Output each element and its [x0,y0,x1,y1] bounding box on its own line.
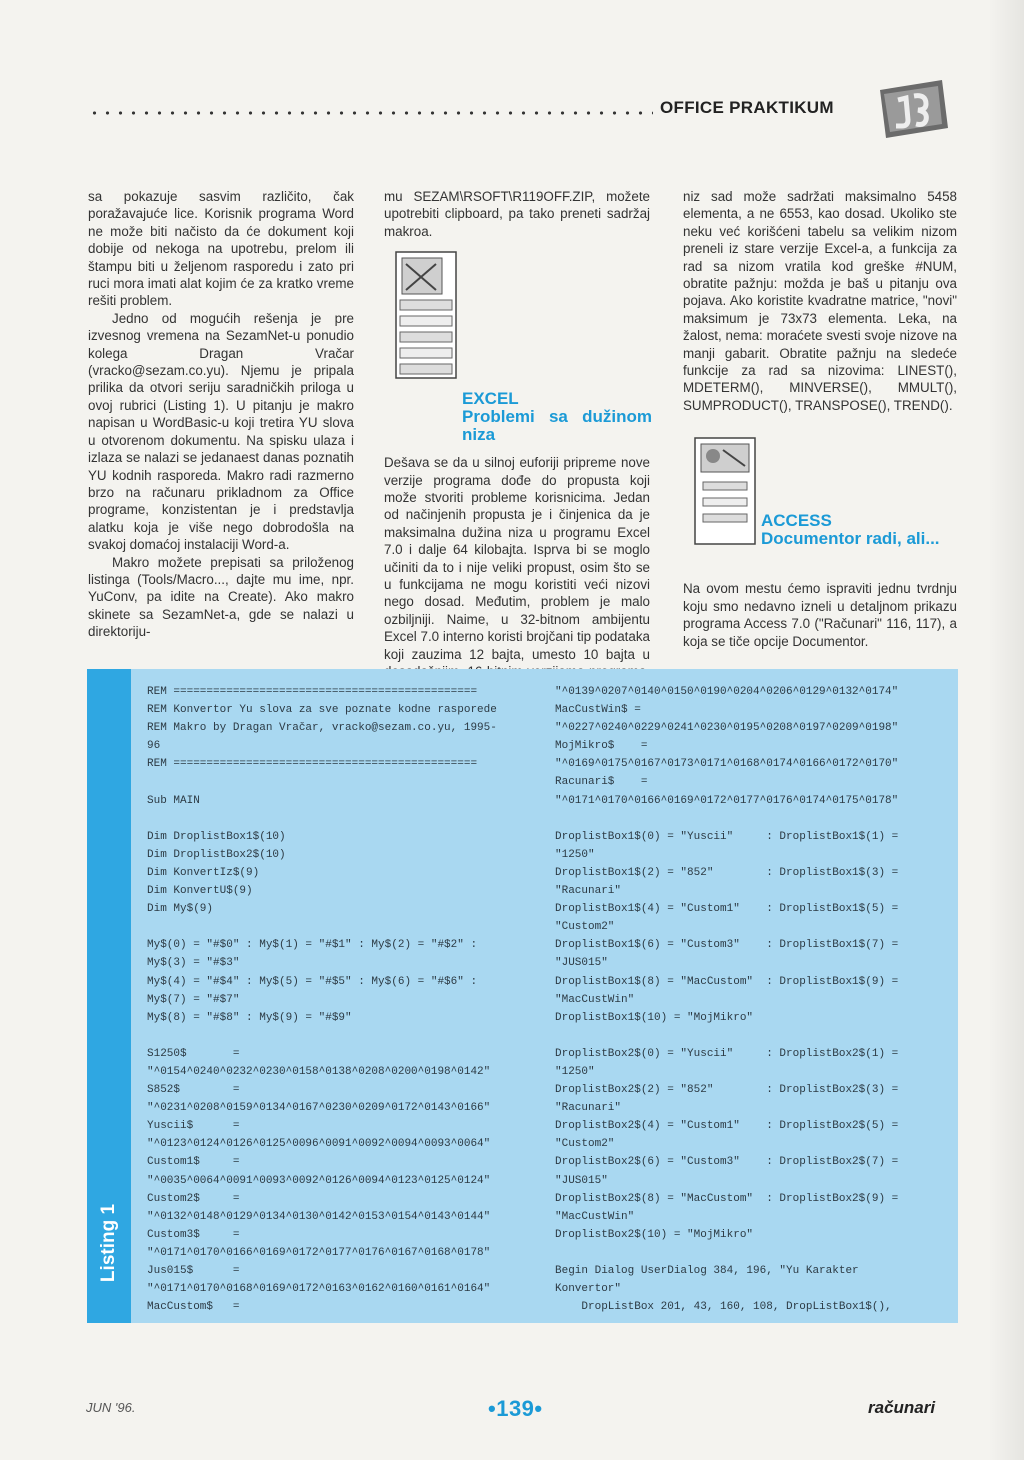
page-header [88,92,968,132]
paragraph: Makro možete prepisati sa priloženog listinga (Tools/Macro..., dajte mu ime, npr. YuConv, pa idite na Create). Ako makro skinete sa SezamNet-a, gde se nalazi u direktoriju- [88,554,354,640]
magazine-name: računari [868,1398,936,1417]
access-tip-box [683,436,957,574]
listing-strip [87,669,131,1323]
box-headline: Problemi sa dužinom niza [462,407,652,445]
paragraph: mu SEZAM\RSOFT\R119OFF.ZIP, možete upotrebiti clipboard, pa tako preneti sadržaj makroa. [384,189,650,239]
section-logo-icon [862,76,952,146]
spreadsheet-illustration-icon [394,250,458,380]
box-kicker: EXCEL [462,389,519,409]
section-title: OFFICE PRAKTIKUM [660,98,834,117]
header-dot-leader [88,110,653,116]
article-column-3 [683,188,957,650]
paragraph: Jedno od mogućih rešenja je pre izvesnog vremena na SezamNet-u ponudio kolega Dragan Vračar (vracko@sezam.co.yu). Njemu je pripala prilika da otvori seriju saradničkih priloga u ovoj rubrici (Listing 1). U pitanju je makro napisan u WordBasic-u koji tretira YU slova u otvorenom dokumentu. Na spisku ulaza i izlaza se nalazi se jedanaest danas poznatih YU kodnih rasporeda. Makro radi razmerno brzo na računaru prikladnom za Office programe, konzistentan je i predstavlja alatku koja je više nego dobrodošla na svakoj domaćoj instalaciji Word-a. [88,310,354,553]
paragraph: niz sad može sadržati maksimalno 5458 elementa, a ne 6553, kao dosad. Ukoliko ste neku već korišćeni tabelu sa velikim nizom preneli iz stare verzije Excel-a, a funkcija za rad sa nizom vratila kod greške #NUM, obratite pažnju: možda je baš u pitanju ova pojava. Ako koristite kvadratne matrice, "novi" maksimum je 73x73 elementa. Leka, na žalost, nema: moraćete svesti svoje nizove na manji gabarit. Obratite pažnju na sledeće funkcije za rad sa nizovima: LINEST(), MDETERM(), MINVERSE(), MMULT(), SUMPRODUCT(), TRANSPOSE(), TREND(). [683,189,957,413]
excel-tip-box [384,250,652,445]
code-block-right: "^0139^0207^0140^0150^0190^0204^0206^0129^0132^0174" MacCustWin$ = "^0227^0240^0229^0241^0230^0195^0208^0197^0209^0198" MojMikro$ = "^0169^0175^0167^0173^0171^0168^0174^0166^0172^0170" Racunari$ = "^0171^0170^0166^0169^0172^0177^0176^0174^0175^0178" DroplistBox1$(0) = "Yuscii" : DroplistBox1$(1) = "1250" DroplistBox1$(2) = "852" : DroplistBox1$(3) = "Racunari" DroplistBox1$(4) = "Custom1" : DroplistBox1$(5) = "Custom2" DroplistBox1$(6) = "Custom3" : DroplistBox1$(7) = "JUS015" DroplistBox1$(8) = "MacCustom" : DroplistBox1$(9) = "MacCustWin" DroplistBox1$(10) = "MojMikro" DroplistBox2$(0) = "Yuscii" : DroplistBox2$(1) = "1250" DroplistBox2$(2) = "852" : DroplistBox2$(3) = "Racunari" DroplistBox2$(4) = "Custom1" : DroplistBox2$(5) = "Custom2" DroplistBox2$(6) = "Custom3" : DroplistBox2$(7) = "JUS015" DroplistBox2$(8) = "MacCustom" : DroplistBox2$(9) = "MacCustWin" DroplistBox2$(10) = "MojMikro" Begin Dialog UserDialog 384, 196, "Yu Karakter Konvertor" DropListBox 201, 43, 160, 108, DropListBox1$(), [555,686,899,1314]
scan-edge-shadow [988,0,1024,1460]
code-block-left: REM ============================================== REM Konvertor Yu slova za sve poznate kodne rasporede REM Makro by Dragan Vračar, vracko@sezam.co.yu, 1995- 96 REM ============================================== Sub MAIN Dim DroplistBox1$(10) Dim DroplistBox2$(10) Dim KonvertIz$(9) Dim KonvertU$(9) Dim My$(9) My$(0) = "#$0" : My$(1) = "#$1" : My$(2) = "#$2" : My$(3) = "#$3" My$(4) = "#$4" : My$(5) = "#$5" : My$(6) = "#$6" : My$(7) = "#$7" My$(8) = "#$8" : My$(9) = "#$9" S1250$ = "^0154^0240^0232^0230^0158^0138^0208^0200^0198^0142" S852$ = "^0231^0208^0159^0134^0167^0230^0209^0172^0143^0166" Yuscii$ = "^0123^0124^0126^0125^0096^0091^0092^0094^0093^0064" Custom1$ = "^0035^0064^0091^0093^0092^0126^0094^0123^0125^0124" Custom2$ = "^0132^0148^0129^0134^0130^0142^0153^0154^0143^0144" Custom3$ = "^0171^0170^0166^0169^0172^0177^0176^0167^0168^0178" Jus015$ = "^0171^0170^0168^0169^0172^0163^0162^0160^0161^0164" MacCustom$ = [147,686,497,1314]
footer-date: JUN '96. [86,1400,136,1415]
listing-label: Listing 1 [98,1203,119,1283]
paragraph: sa pokazuje sasvim različito, čak poražavajuće lice. Korisnik programa Word ne može biti načisto da će dokument koji dobije od nekoga na upotrebu, prelom ili štampu biti u željenom rasporedu i zato pri ruci mora imati alat kojim će za kratko vreme rešiti problem. [88,189,354,309]
box-headline: Documentor radi, ali... [761,529,940,549]
paragraph: Na ovom mestu ćemo ispraviti jednu tvrdnju koju smo nedavno izneli u detaljnom prikazu programa Access 7.0 ("Računari" 116, 117), a koja se tiče opcije Documentor. [683,581,957,649]
paragraph: Dešava se da u silnoj euforiji pripreme nove verzije programa dođe do propusta koji može stvoriti probleme korisnicima. Jedan od načinjenih propusta je i činjenica da je maksimalna dužina niza u programu Excel 7.0 i dalje 64 kilobajta. Isprva bi se moglo učiniti da to i nije veliki propust, osim što se u funkcijama ne mogu koristiti veći nizovi nego dosad. Međutim, problem je malo ozbiljniji. Naime, u 32-bitnom ambijentu Excel 7.0 interno koristi brojčani tip podataka koji zauzima 12 bajta, umesto 10 bajta u [384,455,650,662]
code-listing [87,669,958,1323]
box-kicker: ACCESS [761,511,832,531]
database-illustration-icon [693,436,757,546]
article-column-2 [384,188,650,698]
page-number: •139• [488,1396,543,1421]
article-column-1 [88,188,354,641]
